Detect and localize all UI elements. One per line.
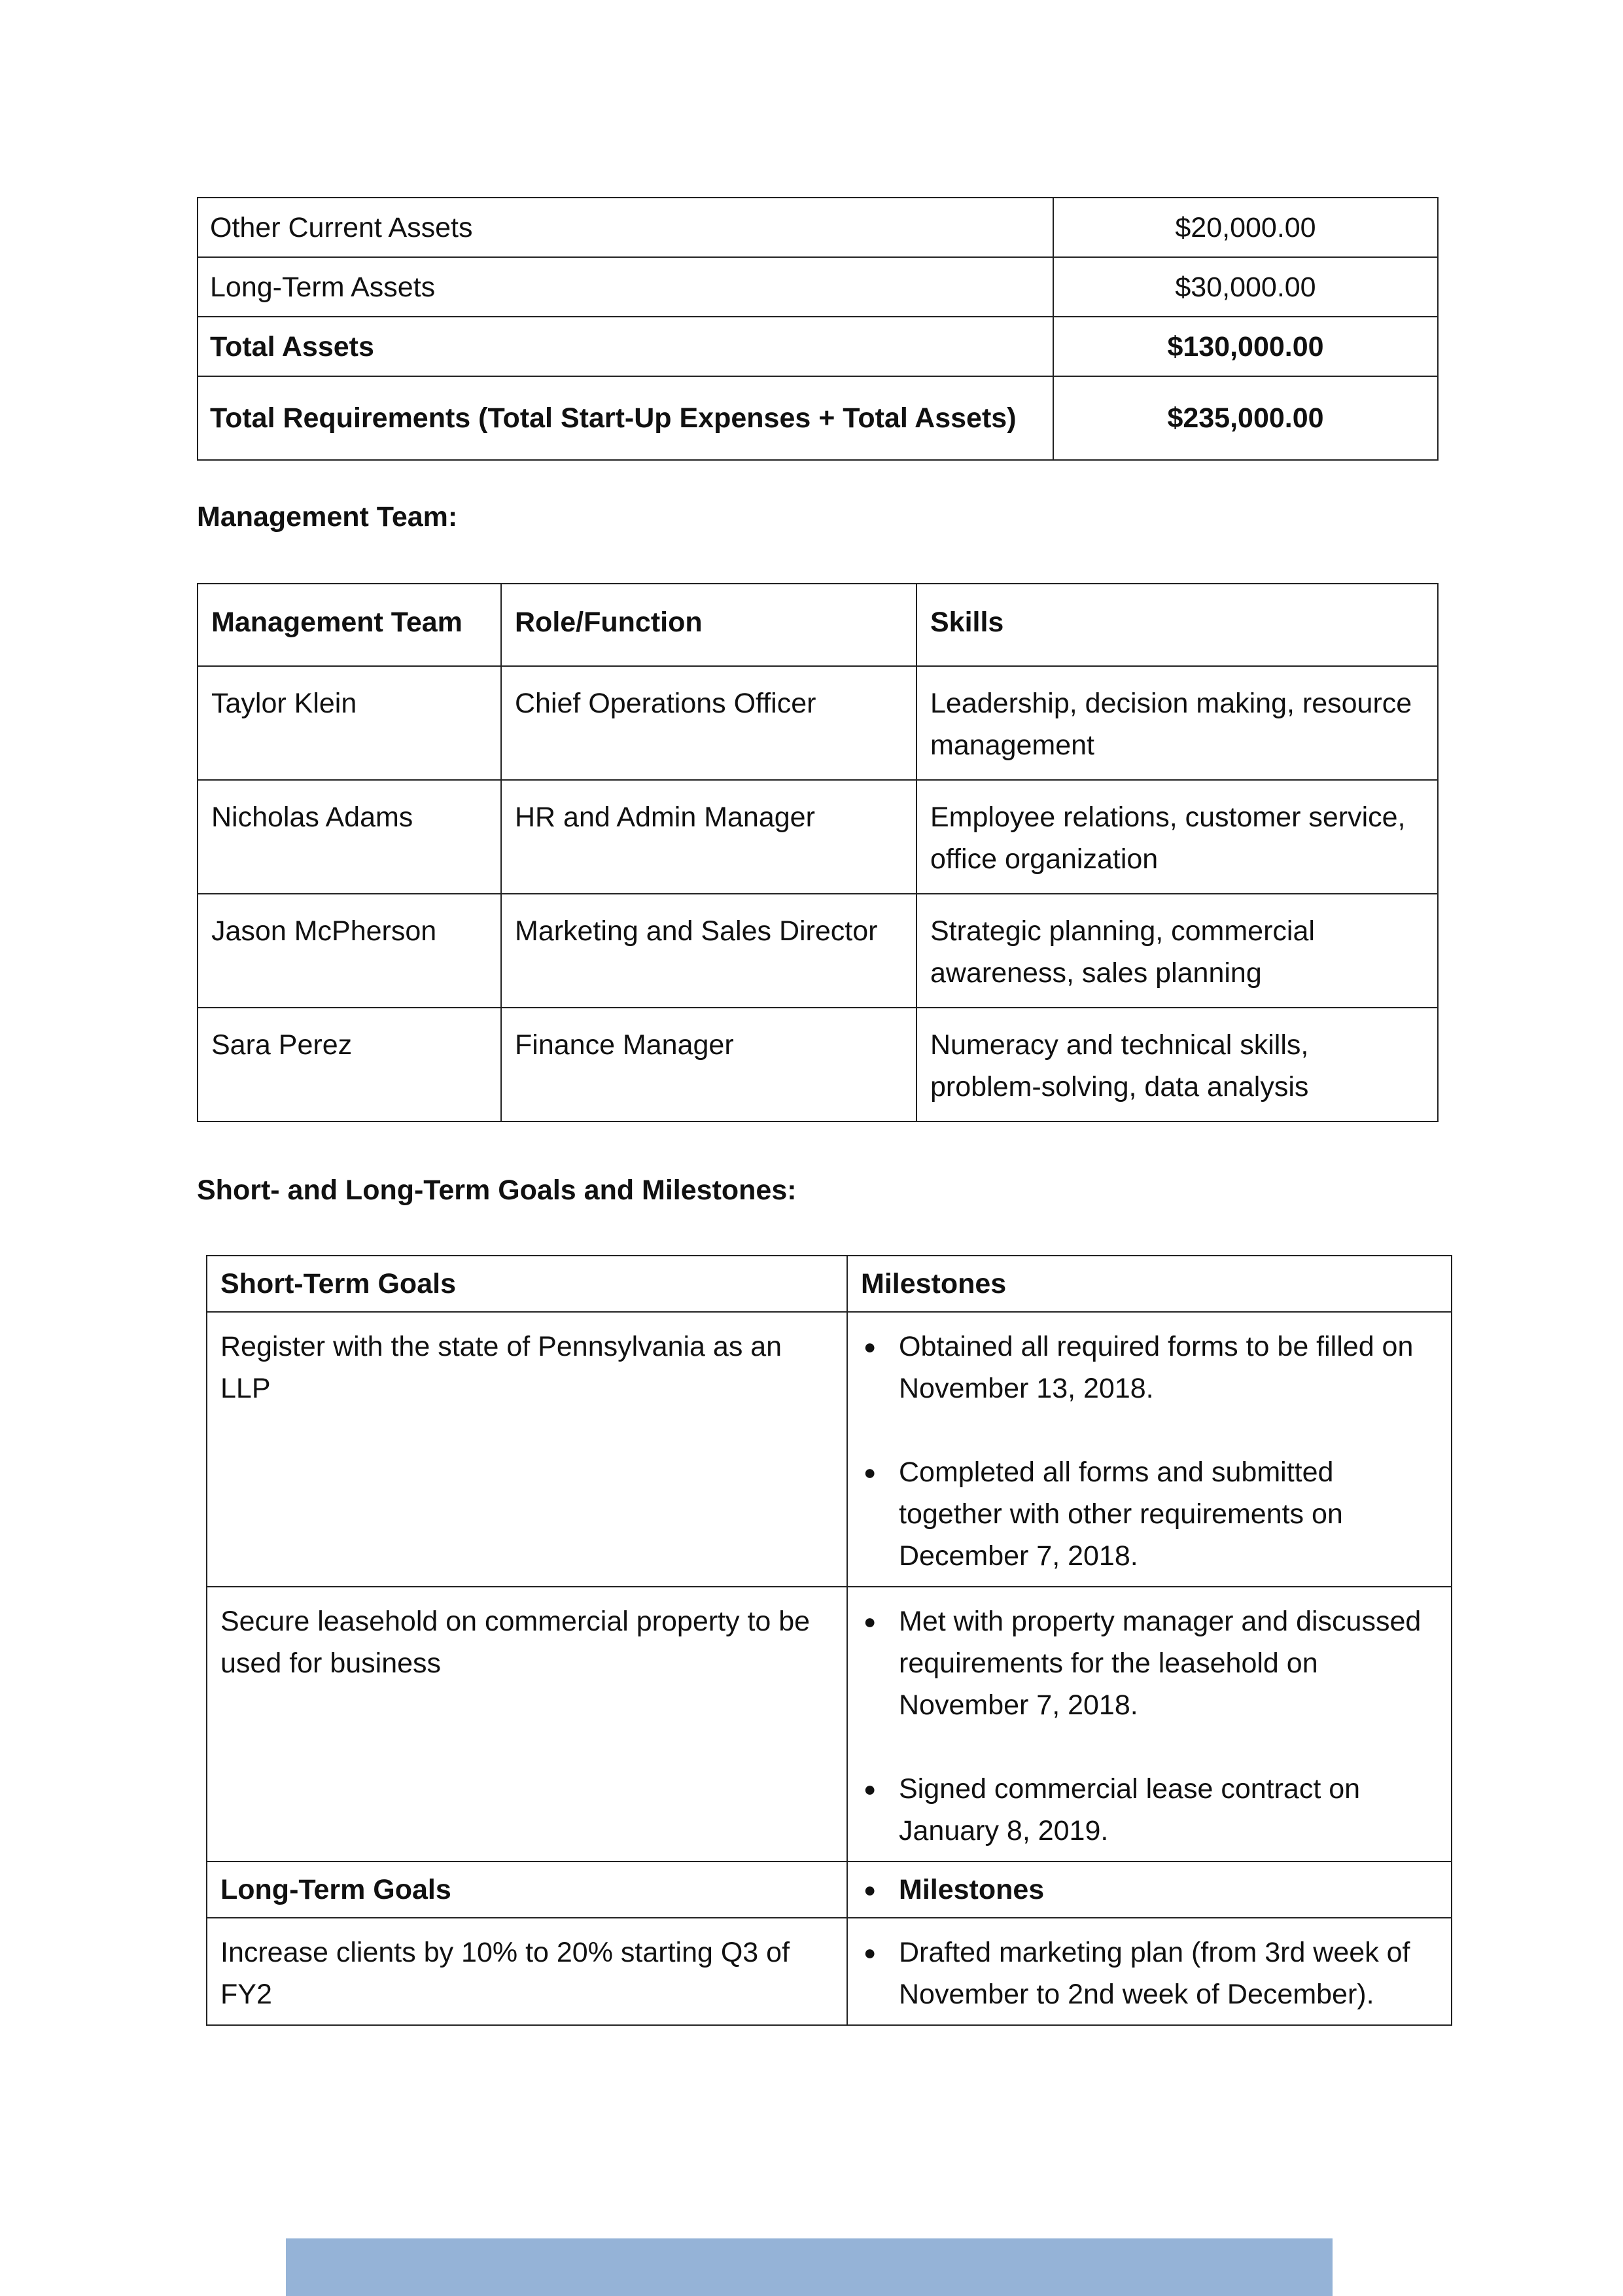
member-skills: Leadership, decision making, resource management <box>916 666 1438 780</box>
asset-value: $30,000.00 <box>1053 257 1438 317</box>
milestone-list <box>861 1869 1438 1911</box>
member-name: Nicholas Adams <box>198 780 501 894</box>
milestone-item: ● Drafted marketing plan (from 3rd week of November to 2nd week of December). <box>861 1932 1438 2015</box>
milestone-item: ● Milestones <box>861 1869 1438 1911</box>
member-role: HR and Admin Manager <box>501 780 916 894</box>
management-heading: Management Team: <box>197 501 458 533</box>
milestones-cell <box>847 1918 1452 2025</box>
table-row <box>198 1008 1438 1122</box>
column-header: Long-Term Goals <box>207 1862 847 1918</box>
milestones-cell <box>847 1862 1452 1918</box>
member-name: Taylor Klein <box>198 666 501 780</box>
total-assets-value: $130,000.00 <box>1053 317 1438 376</box>
goal-text: Register with the state of Pennsylvania as an LLP <box>207 1312 847 1587</box>
member-role: Finance Manager <box>501 1008 916 1122</box>
milestones-cell <box>847 1312 1452 1587</box>
table-row <box>198 376 1438 460</box>
table-row <box>207 1312 1452 1587</box>
table-row <box>198 257 1438 317</box>
milestones-cell <box>847 1587 1452 1862</box>
total-assets-label: Total Assets <box>198 317 1053 376</box>
goals-table <box>206 1255 1452 2026</box>
milestone-list <box>861 1600 1438 1852</box>
table-row <box>207 1587 1452 1862</box>
table-header-row <box>207 1862 1452 1918</box>
column-header: Role/Function <box>501 584 916 666</box>
total-requirements-value: $235,000.00 <box>1053 376 1438 460</box>
column-header: Short-Term Goals <box>207 1256 847 1312</box>
milestone-item: ● Completed all forms and submitted together with other requirements on December 7, 2018. <box>861 1451 1438 1577</box>
goals-heading: Short- and Long-Term Goals and Milestones: <box>197 1174 797 1206</box>
table-row <box>198 894 1438 1008</box>
member-name: Jason McPherson <box>198 894 501 1008</box>
member-role: Chief Operations Officer <box>501 666 916 780</box>
member-skills: Strategic planning, commercial awareness, sales planning <box>916 894 1438 1008</box>
table-row <box>207 1918 1452 2025</box>
total-requirements-label: Total Requirements (Total Start-Up Expenses + Total Assets) <box>198 376 1053 460</box>
goal-text: Increase clients by 10% to 20% starting Q3 of FY2 <box>207 1918 847 2025</box>
column-header: Management Team <box>198 584 501 666</box>
milestone-item: ● Signed commercial lease contract on January 8, 2019. <box>861 1768 1438 1852</box>
table-row <box>198 780 1438 894</box>
milestone-list <box>861 1932 1438 2015</box>
table-row <box>198 198 1438 257</box>
column-header: Milestones <box>847 1256 1452 1312</box>
member-name: Sara Perez <box>198 1008 501 1122</box>
asset-label: Long-Term Assets <box>198 257 1053 317</box>
member-role: Marketing and Sales Director <box>501 894 916 1008</box>
footer-bar <box>286 2238 1333 2296</box>
goal-text: Secure leasehold on commercial property to be used for business <box>207 1587 847 1862</box>
member-skills: Employee relations, customer service, office organization <box>916 780 1438 894</box>
milestone-list <box>861 1326 1438 1577</box>
asset-label: Other Current Assets <box>198 198 1053 257</box>
management-table <box>197 583 1439 1122</box>
milestone-item: ● Met with property manager and discussed requirements for the leasehold on November 7, 2018. <box>861 1600 1438 1726</box>
member-skills: Numeracy and technical skills, problem-solving, data analysis <box>916 1008 1438 1122</box>
milestone-item: ● Obtained all required forms to be filled on November 13, 2018. <box>861 1326 1438 1409</box>
assets-table <box>197 197 1439 461</box>
table-row <box>198 317 1438 376</box>
column-header: Skills <box>916 584 1438 666</box>
table-row <box>198 666 1438 780</box>
table-header-row <box>207 1256 1452 1312</box>
asset-value: $20,000.00 <box>1053 198 1438 257</box>
table-header-row <box>198 584 1438 666</box>
